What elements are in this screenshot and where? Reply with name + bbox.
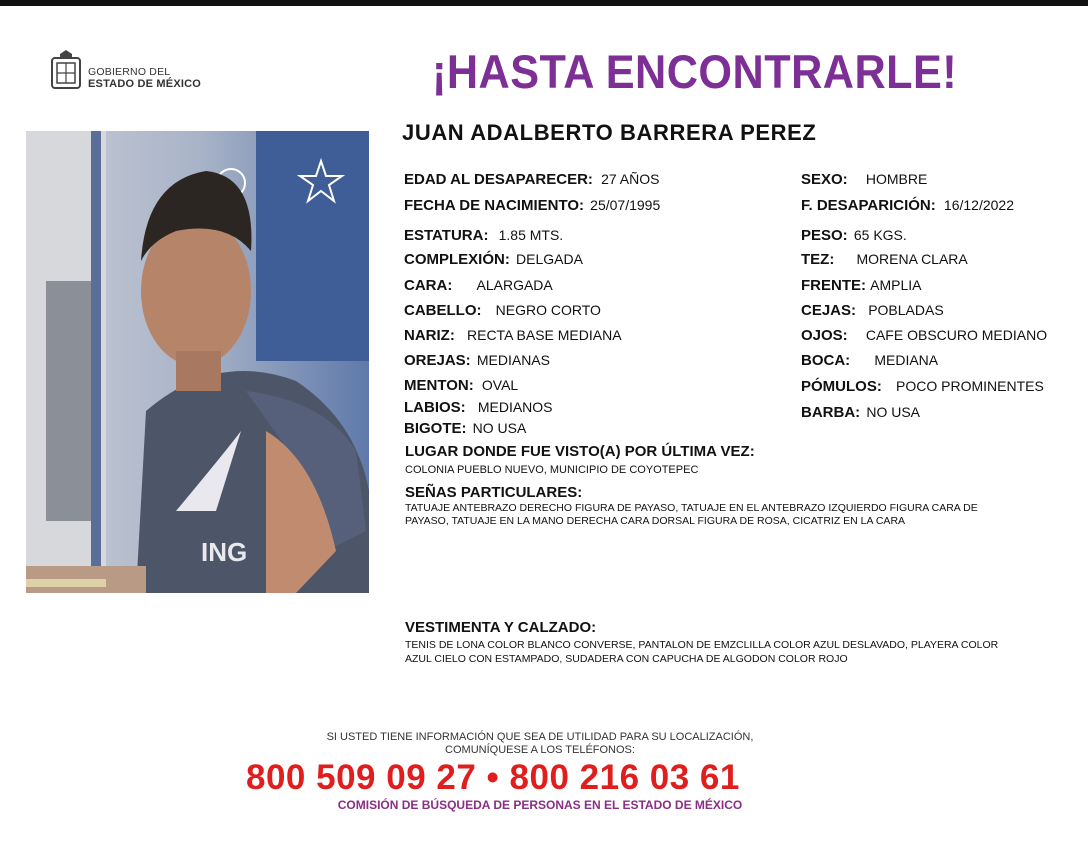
government-logo xyxy=(50,50,250,94)
field-label: TEZ: xyxy=(801,251,835,268)
marks-line2: PAYASO, TATUAJE EN LA MANO DERECHA CARA DORSAL FIGURA DE ROSA, CICATRIZ EN LA CARA xyxy=(405,515,906,527)
phone-numbers: 800 509 09 27 • 800 216 03 61 xyxy=(246,758,740,797)
field-label: FECHA DE NACIMIENTO: xyxy=(404,197,584,214)
headline: ¡HASTA ENCONTRARLE! xyxy=(432,45,958,98)
state-seal-icon xyxy=(50,50,82,90)
field-label: CABELLO: xyxy=(404,302,482,319)
marks-line1: TATUAJE ANTEBRAZO DERECHO FIGURA DE PAYASO, TATUAJE EN EL ANTEBRAZO IZQUIERDO FIGURA CARA DE xyxy=(405,502,978,514)
field-label: NARIZ: xyxy=(404,327,455,344)
field-label: LABIOS: xyxy=(404,399,466,416)
field-value: MORENA CLARA xyxy=(856,251,968,267)
field-value: NO USA xyxy=(472,420,527,436)
field-label: CARA: xyxy=(404,277,453,294)
field-sex xyxy=(801,170,927,189)
field-value: MEDIANA xyxy=(874,352,939,368)
field-disappearance-date xyxy=(801,196,1014,215)
logo-line2: ESTADO DE MÉXICO xyxy=(88,78,202,90)
svg-text:ING: ING xyxy=(201,537,248,567)
field-value: 16/12/2022 xyxy=(943,197,1014,213)
field-height xyxy=(404,226,563,245)
field-ears xyxy=(404,351,550,370)
person-name: JUAN ADALBERTO BARRERA PEREZ xyxy=(402,120,817,145)
field-label: ESTATURA: xyxy=(404,227,489,244)
field-value: RECTA BASE MEDIANA xyxy=(467,327,622,343)
field-value: POBLADAS xyxy=(868,302,944,318)
field-label: BIGOTE: xyxy=(404,420,467,437)
logo-line1: GOBIERNO DEL xyxy=(88,66,171,78)
field-chin xyxy=(404,376,518,395)
field-value: NEGRO CORTO xyxy=(495,302,601,318)
field-label: FRENTE: xyxy=(801,277,866,294)
field-value: OVAL xyxy=(481,377,519,393)
field-label: PÓMULOS: xyxy=(801,378,882,395)
top-border xyxy=(0,0,1088,6)
last-seen-heading: LUGAR DONDE FUE VISTO(A) POR ÚLTIMA VEZ: xyxy=(405,443,755,460)
person-photo xyxy=(26,131,369,593)
field-label: F. DESAPARICIÓN: xyxy=(801,197,936,214)
field-label: SEXO: xyxy=(801,171,848,188)
field-value: AMPLIA xyxy=(870,277,922,293)
field-value: 27 AÑOS xyxy=(601,171,660,187)
field-mustache xyxy=(404,419,526,438)
field-nose xyxy=(404,326,622,345)
field-label: BARBA: xyxy=(801,404,861,421)
field-beard xyxy=(801,403,920,422)
clothing-line2: AZUL CIELO CON ESTAMPADO, SUDADERA CON CAPUCHA DE ALGODON COLOR ROJO xyxy=(405,653,848,665)
field-label: COMPLEXIÓN: xyxy=(404,251,510,268)
field-label: OJOS: xyxy=(801,327,848,344)
marks-heading: SEÑAS PARTICULARES: xyxy=(405,484,583,501)
field-cheekbones xyxy=(801,377,1044,396)
field-face xyxy=(404,276,553,295)
field-mouth xyxy=(801,351,938,370)
contact-info-line2: COMUNÍQUESE A LOS TELÉFONOS: xyxy=(445,744,635,756)
field-build xyxy=(404,250,583,269)
field-weight xyxy=(801,226,907,245)
field-label: BOCA: xyxy=(801,352,851,369)
field-label: CEJAS: xyxy=(801,302,857,319)
field-value: HOMBRE xyxy=(865,171,928,187)
field-age xyxy=(404,170,659,189)
field-eyebrows xyxy=(801,301,944,320)
field-hair xyxy=(404,301,601,320)
last-seen-text: COLONIA PUEBLO NUEVO, MUNICIPIO DE COYOTEPEC xyxy=(405,464,699,476)
commission-name: COMISIÓN DE BÚSQUEDA DE PERSONAS EN EL ESTADO DE MÉXICO xyxy=(337,798,743,812)
field-eyes xyxy=(801,326,1047,345)
field-value: MEDIANOS xyxy=(477,399,553,415)
clothing-line1: TENIS DE LONA COLOR BLANCO CONVERSE, PANTALON DE EMZCLILLA COLOR AZUL DESLAVADO, PLAYERA COLOR xyxy=(405,639,999,651)
contact-info-line1: SI USTED TIENE INFORMACIÓN QUE SEA DE UTILIDAD PARA SU LOCALIZACIÓN, xyxy=(326,731,754,743)
field-value: MEDIANAS xyxy=(476,352,550,368)
field-complexion xyxy=(801,250,968,269)
field-label: EDAD AL DESAPARECER: xyxy=(404,171,593,188)
field-lips xyxy=(404,398,553,417)
field-value: DELGADA xyxy=(516,251,583,267)
field-label: MENTON: xyxy=(404,377,474,394)
field-birthdate xyxy=(404,196,660,215)
field-value: 65 KGS. xyxy=(853,227,907,243)
field-value: ALARGADA xyxy=(476,277,553,293)
field-value: NO USA xyxy=(866,404,921,420)
clothing-heading: VESTIMENTA Y CALZADO: xyxy=(405,619,597,636)
field-label: OREJAS: xyxy=(404,352,471,369)
field-value: 1.85 MTS. xyxy=(498,227,564,243)
field-value: POCO PROMINENTES xyxy=(896,378,1044,394)
field-label: PESO: xyxy=(801,227,848,244)
field-forehead xyxy=(801,276,922,295)
field-value: 25/07/1995 xyxy=(590,197,661,213)
field-value: CAFE OBSCURO MEDIANO xyxy=(865,327,1048,343)
